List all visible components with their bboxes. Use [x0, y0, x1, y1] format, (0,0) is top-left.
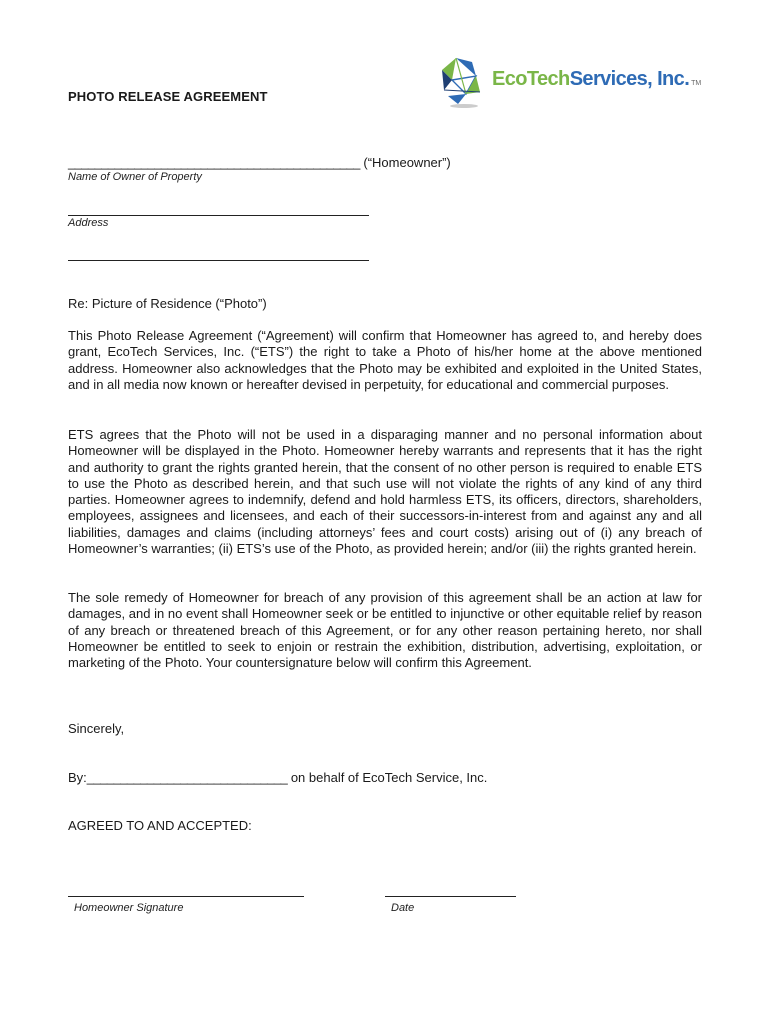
logo-wordmark [492, 68, 701, 91]
document-title: PHOTO RELEASE AGREEMENT [68, 89, 268, 104]
by-line [68, 770, 487, 785]
paragraph-3: The sole remedy of Homeowner for breach of any provision of this agreement shall be an action at law for damages, and in no event shall Homeowner seek or be entitled to injunctive or other equitable relief by reason of any breach or threatened breach of this Agreement, or for any other reason pertaining hereto, nor shall Homeowner be entitled to seek to enjoin or restrain the exhibition, distribution, advertising, exploitation, or marketing of the Photo. Your countersignature below will confirm this Agreement. [68, 590, 702, 671]
ecotech-logo [436, 52, 706, 110]
owner-name-label: Name of Owner of Property [68, 171, 202, 183]
agreed-heading: AGREED TO AND ACCEPTED: [68, 818, 252, 833]
logo-tm: TM [691, 80, 702, 87]
paragraph-2: ETS agrees that the Photo will not be used in a disparaging manner and no personal information about Homeowner will be displayed in the Photo. Homeowner hereby warrants and represents that it has the right and authority to grant the rights granted herein, that the consent of no other person is required to enable ETS to use the Photo as described herein, and that such use will not violate the rights of any kind of any third parties. Homeowner agrees to indemnify, defend and hold harmless ETS, its officers, directors, shareholders, employees, assignees and licensees, and each of their successors-in-interest from and against any and all liabilities, damages and claims (including attorneys’ fees and court costs) arising out of (i) any breach of Homeowner’s warranties; (ii) ETS’s use of the Photo, as provided herein; and/or (iii) the rights granted herein. [68, 427, 702, 557]
homeowner-signature-line[interactable] [68, 896, 304, 897]
address-line-1[interactable] [68, 215, 369, 216]
address-label: Address [68, 217, 109, 229]
re-line: Re: Picture of Residence (“Photo”) [68, 296, 267, 311]
address-line-2[interactable] [68, 260, 369, 261]
paragraph-1: This Photo Release Agreement (“Agreement) will confirm that Homeowner has agreed to, and hereby does grant, EcoTech Services, Inc. (“ETS”) the right to take a Photo of his/her home at the above mentioned address. Homeowner also acknowledges that the Photo may be exhibited and exploited in the United States, and in all media now known or hereafter devised in perpetuity, for educational and commercial purposes. [68, 328, 702, 392]
logo-eco-text: EcoTech [492, 68, 570, 90]
date-line[interactable] [385, 896, 516, 897]
homeowner-signature-label: Homeowner Signature [74, 902, 184, 914]
homeowner-blank[interactable]: ____________________________________________ [68, 155, 360, 170]
closing: Sincerely, [68, 721, 125, 736]
by-suffix: on behalf of EcoTech Service, Inc. [290, 770, 488, 785]
date-label: Date [391, 902, 415, 914]
logo-services-text: Services, Inc. [569, 68, 690, 90]
by-prefix: By: [68, 770, 87, 785]
homeowner-line [68, 155, 451, 170]
logo-mark-icon [436, 52, 492, 110]
by-blank[interactable]: ______________________________ [86, 770, 288, 785]
homeowner-suffix: (“Homeowner”) [363, 155, 451, 170]
